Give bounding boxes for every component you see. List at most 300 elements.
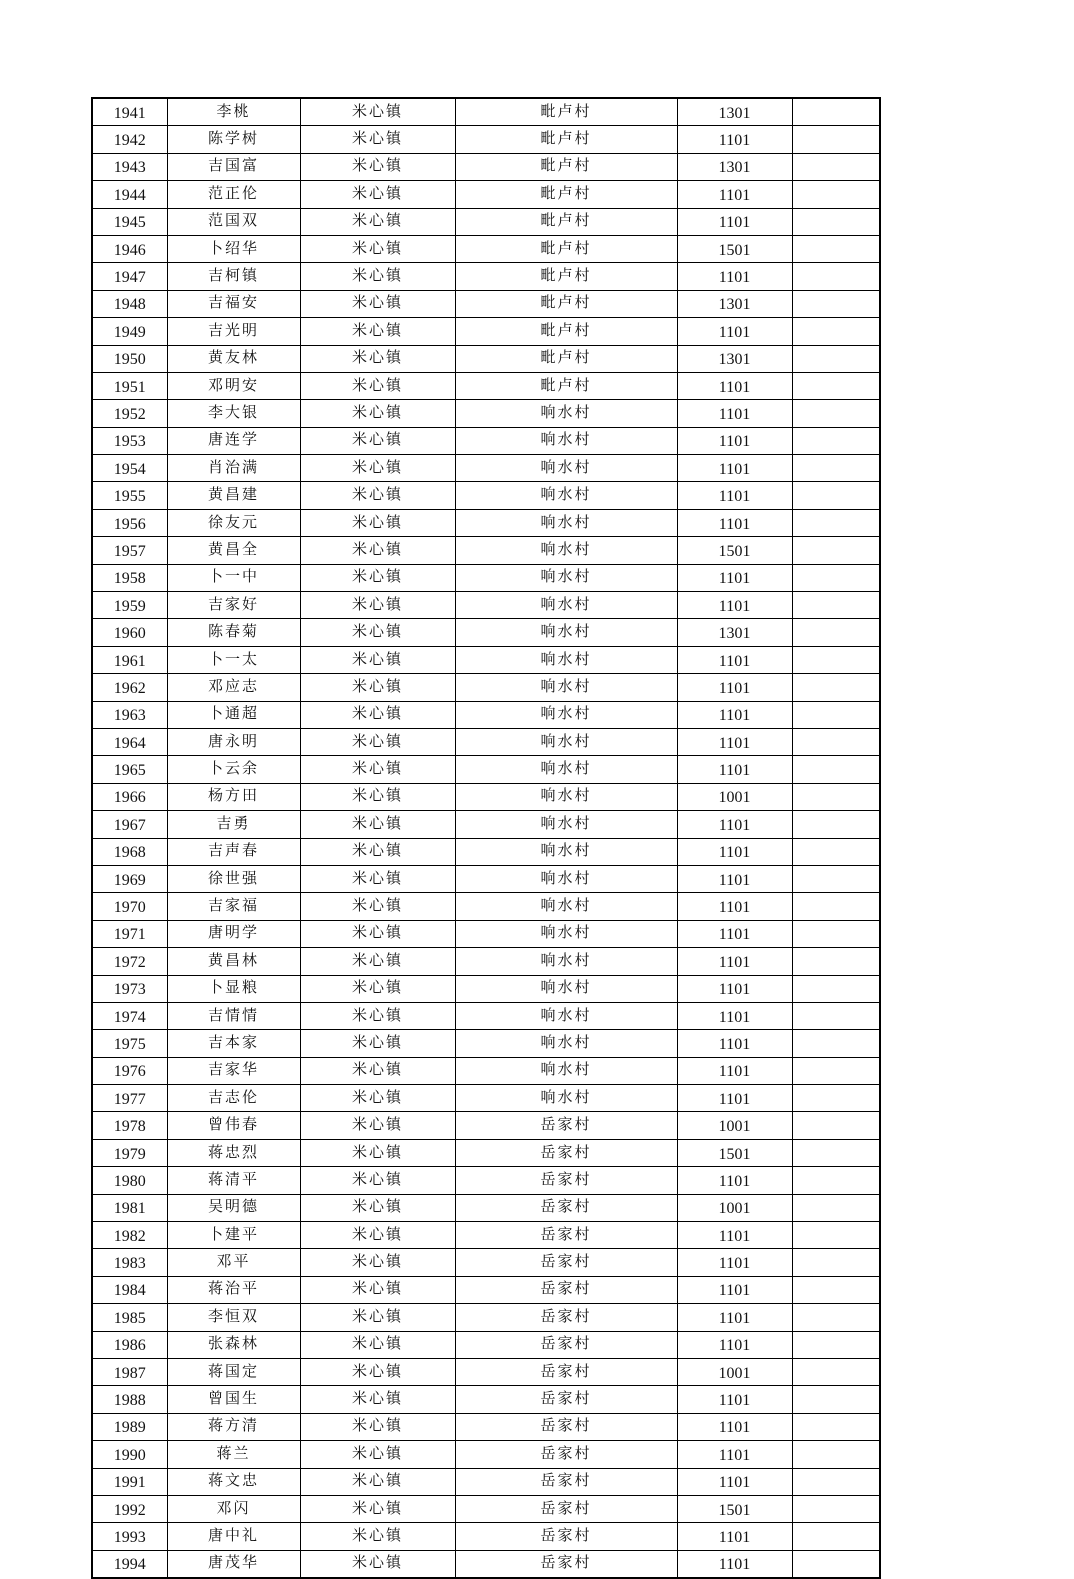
person-name-cell: 邓明安 — [167, 372, 300, 399]
remarks-cell — [792, 482, 880, 509]
code-cell: 1301 — [677, 153, 792, 180]
person-name-cell: 吉国富 — [167, 153, 300, 180]
record-number-cell: 1991 — [92, 1468, 167, 1495]
town-cell: 米心镇 — [300, 400, 455, 427]
remarks-cell — [792, 619, 880, 646]
village-cell: 响水村 — [455, 920, 677, 947]
person-name-cell: 吉志伦 — [167, 1085, 300, 1112]
record-number-cell: 1988 — [92, 1386, 167, 1413]
person-name-cell: 杨方田 — [167, 783, 300, 810]
person-name-cell: 卜一太 — [167, 646, 300, 673]
person-name-cell: 吉情情 — [167, 1002, 300, 1029]
village-cell: 响水村 — [455, 756, 677, 783]
remarks-cell — [792, 674, 880, 701]
record-number-cell: 1941 — [92, 98, 167, 126]
table-row — [92, 1249, 880, 1276]
record-number-cell: 1963 — [92, 701, 167, 728]
code-cell: 1101 — [677, 1276, 792, 1303]
table-row — [92, 646, 880, 673]
code-cell: 1101 — [677, 1085, 792, 1112]
record-number-cell: 1955 — [92, 482, 167, 509]
code-cell: 1101 — [677, 509, 792, 536]
record-number-cell: 1950 — [92, 345, 167, 372]
code-cell: 1101 — [677, 975, 792, 1002]
village-cell: 岳家村 — [455, 1167, 677, 1194]
village-cell: 岳家村 — [455, 1222, 677, 1249]
table-row — [92, 372, 880, 399]
person-name-cell: 唐永明 — [167, 728, 300, 755]
remarks-cell — [792, 1468, 880, 1495]
person-name-cell: 陈春菊 — [167, 619, 300, 646]
code-cell: 1301 — [677, 98, 792, 126]
village-cell: 岳家村 — [455, 1413, 677, 1440]
code-cell: 1101 — [677, 1167, 792, 1194]
remarks-cell — [792, 427, 880, 454]
village-cell: 岳家村 — [455, 1550, 677, 1578]
village-cell: 毗卢村 — [455, 290, 677, 317]
code-cell: 1501 — [677, 1495, 792, 1522]
remarks-cell — [792, 345, 880, 372]
record-number-cell: 1985 — [92, 1304, 167, 1331]
table-row — [92, 126, 880, 153]
person-name-cell: 吉家华 — [167, 1057, 300, 1084]
remarks-cell — [792, 98, 880, 126]
record-number-cell: 1992 — [92, 1495, 167, 1522]
record-number-cell: 1982 — [92, 1222, 167, 1249]
table-row — [92, 1085, 880, 1112]
town-cell: 米心镇 — [300, 948, 455, 975]
code-cell: 1101 — [677, 1441, 792, 1468]
remarks-cell — [792, 1523, 880, 1550]
remarks-cell — [792, 920, 880, 947]
village-cell: 毗卢村 — [455, 263, 677, 290]
person-name-cell: 曾国生 — [167, 1386, 300, 1413]
data-table — [91, 97, 881, 1579]
table-row — [92, 345, 880, 372]
record-number-cell: 1959 — [92, 592, 167, 619]
person-name-cell: 卜云余 — [167, 756, 300, 783]
town-cell: 米心镇 — [300, 865, 455, 892]
table-row — [92, 455, 880, 482]
town-cell: 米心镇 — [300, 1550, 455, 1578]
code-cell: 1101 — [677, 1413, 792, 1440]
town-cell: 米心镇 — [300, 893, 455, 920]
person-name-cell: 李恒双 — [167, 1304, 300, 1331]
person-name-cell: 黄昌建 — [167, 482, 300, 509]
record-number-cell: 1951 — [92, 372, 167, 399]
record-number-cell: 1957 — [92, 537, 167, 564]
town-cell: 米心镇 — [300, 208, 455, 235]
remarks-cell — [792, 756, 880, 783]
village-cell: 响水村 — [455, 975, 677, 1002]
village-cell: 岳家村 — [455, 1386, 677, 1413]
remarks-cell — [792, 728, 880, 755]
table-row — [92, 290, 880, 317]
town-cell: 米心镇 — [300, 564, 455, 591]
table-row — [92, 975, 880, 1002]
table-row — [92, 1495, 880, 1522]
remarks-cell — [792, 838, 880, 865]
person-name-cell: 吴明德 — [167, 1194, 300, 1221]
town-cell: 米心镇 — [300, 1495, 455, 1522]
village-cell: 响水村 — [455, 811, 677, 838]
town-cell: 米心镇 — [300, 674, 455, 701]
remarks-cell — [792, 1413, 880, 1440]
town-cell: 米心镇 — [300, 1085, 455, 1112]
table-row — [92, 1276, 880, 1303]
table-row — [92, 756, 880, 783]
town-cell: 米心镇 — [300, 783, 455, 810]
code-cell: 1101 — [677, 400, 792, 427]
table-row — [92, 1112, 880, 1139]
record-number-cell: 1986 — [92, 1331, 167, 1358]
code-cell: 1101 — [677, 865, 792, 892]
record-number-cell: 1965 — [92, 756, 167, 783]
village-cell: 岳家村 — [455, 1468, 677, 1495]
village-cell: 毗卢村 — [455, 98, 677, 126]
record-number-cell: 1977 — [92, 1085, 167, 1112]
person-name-cell: 邓闪 — [167, 1495, 300, 1522]
town-cell: 米心镇 — [300, 1331, 455, 1358]
table-row — [92, 482, 880, 509]
village-cell: 响水村 — [455, 948, 677, 975]
person-name-cell: 黄昌全 — [167, 537, 300, 564]
code-cell: 1301 — [677, 345, 792, 372]
remarks-cell — [792, 455, 880, 482]
remarks-cell — [792, 564, 880, 591]
record-number-cell: 1993 — [92, 1523, 167, 1550]
person-name-cell: 吉家福 — [167, 893, 300, 920]
code-cell: 1101 — [677, 838, 792, 865]
remarks-cell — [792, 1441, 880, 1468]
table-row — [92, 701, 880, 728]
code-cell: 1101 — [677, 318, 792, 345]
remarks-cell — [792, 318, 880, 345]
person-name-cell: 卜通超 — [167, 701, 300, 728]
record-number-cell: 1984 — [92, 1276, 167, 1303]
code-cell: 1101 — [677, 1057, 792, 1084]
remarks-cell — [792, 1386, 880, 1413]
code-cell: 1101 — [677, 564, 792, 591]
person-name-cell: 吉勇 — [167, 811, 300, 838]
town-cell: 米心镇 — [300, 1249, 455, 1276]
village-cell: 岳家村 — [455, 1249, 677, 1276]
remarks-cell — [792, 1222, 880, 1249]
record-number-cell: 1994 — [92, 1550, 167, 1578]
person-name-cell: 吉柯镇 — [167, 263, 300, 290]
remarks-cell — [792, 975, 880, 1002]
table-row — [92, 208, 880, 235]
person-name-cell: 卜显粮 — [167, 975, 300, 1002]
town-cell: 米心镇 — [300, 619, 455, 646]
table-row — [92, 153, 880, 180]
table-row — [92, 1057, 880, 1084]
person-name-cell: 陈学树 — [167, 126, 300, 153]
code-cell: 1101 — [677, 646, 792, 673]
village-cell: 响水村 — [455, 592, 677, 619]
person-name-cell: 唐茂华 — [167, 1550, 300, 1578]
town-cell: 米心镇 — [300, 98, 455, 126]
table-row — [92, 1331, 880, 1358]
table-row — [92, 1030, 880, 1057]
village-cell: 响水村 — [455, 838, 677, 865]
person-name-cell: 黄昌林 — [167, 948, 300, 975]
village-cell: 响水村 — [455, 1085, 677, 1112]
village-cell: 岳家村 — [455, 1441, 677, 1468]
remarks-cell — [792, 400, 880, 427]
person-name-cell: 黄友林 — [167, 345, 300, 372]
town-cell: 米心镇 — [300, 1441, 455, 1468]
village-cell: 岳家村 — [455, 1304, 677, 1331]
remarks-cell — [792, 865, 880, 892]
village-cell: 岳家村 — [455, 1523, 677, 1550]
code-cell: 1101 — [677, 674, 792, 701]
record-number-cell: 1948 — [92, 290, 167, 317]
record-number-cell: 1958 — [92, 564, 167, 591]
person-name-cell: 卜一中 — [167, 564, 300, 591]
town-cell: 米心镇 — [300, 920, 455, 947]
remarks-cell — [792, 1030, 880, 1057]
person-name-cell: 蒋忠烈 — [167, 1139, 300, 1166]
table-body — [92, 98, 880, 1578]
person-name-cell: 李大银 — [167, 400, 300, 427]
code-cell: 1101 — [677, 427, 792, 454]
code-cell: 1301 — [677, 290, 792, 317]
town-cell: 米心镇 — [300, 1194, 455, 1221]
remarks-cell — [792, 509, 880, 536]
record-number-cell: 1943 — [92, 153, 167, 180]
village-cell: 响水村 — [455, 865, 677, 892]
town-cell: 米心镇 — [300, 1030, 455, 1057]
record-number-cell: 1973 — [92, 975, 167, 1002]
town-cell: 米心镇 — [300, 728, 455, 755]
village-cell: 岳家村 — [455, 1358, 677, 1385]
code-cell: 1101 — [677, 208, 792, 235]
code-cell: 1101 — [677, 948, 792, 975]
village-cell: 毗卢村 — [455, 181, 677, 208]
remarks-cell — [792, 290, 880, 317]
remarks-cell — [792, 235, 880, 262]
code-cell: 1101 — [677, 126, 792, 153]
record-number-cell: 1971 — [92, 920, 167, 947]
table-row — [92, 1139, 880, 1166]
town-cell: 米心镇 — [300, 1002, 455, 1029]
town-cell: 米心镇 — [300, 290, 455, 317]
town-cell: 米心镇 — [300, 646, 455, 673]
person-name-cell: 卜建平 — [167, 1222, 300, 1249]
table-row — [92, 893, 880, 920]
remarks-cell — [792, 1304, 880, 1331]
village-cell: 响水村 — [455, 564, 677, 591]
remarks-cell — [792, 1194, 880, 1221]
record-number-cell: 1947 — [92, 263, 167, 290]
person-name-cell: 范国双 — [167, 208, 300, 235]
person-name-cell: 蒋方清 — [167, 1413, 300, 1440]
town-cell: 米心镇 — [300, 372, 455, 399]
person-name-cell: 曾伟春 — [167, 1112, 300, 1139]
remarks-cell — [792, 1002, 880, 1029]
town-cell: 米心镇 — [300, 1386, 455, 1413]
remarks-cell — [792, 537, 880, 564]
person-name-cell: 蒋清平 — [167, 1167, 300, 1194]
town-cell: 米心镇 — [300, 455, 455, 482]
table-row — [92, 1413, 880, 1440]
record-number-cell: 1966 — [92, 783, 167, 810]
table-row — [92, 235, 880, 262]
person-name-cell: 唐明学 — [167, 920, 300, 947]
code-cell: 1001 — [677, 783, 792, 810]
person-name-cell: 卜绍华 — [167, 235, 300, 262]
code-cell: 1001 — [677, 1358, 792, 1385]
person-name-cell: 李桃 — [167, 98, 300, 126]
code-cell: 1101 — [677, 1249, 792, 1276]
record-number-cell: 1980 — [92, 1167, 167, 1194]
person-name-cell: 蒋文忠 — [167, 1468, 300, 1495]
town-cell: 米心镇 — [300, 1413, 455, 1440]
town-cell: 米心镇 — [300, 975, 455, 1002]
table-row — [92, 1523, 880, 1550]
table-row — [92, 948, 880, 975]
village-cell: 响水村 — [455, 482, 677, 509]
remarks-cell — [792, 811, 880, 838]
person-name-cell: 蒋治平 — [167, 1276, 300, 1303]
town-cell: 米心镇 — [300, 838, 455, 865]
code-cell: 1101 — [677, 1550, 792, 1578]
village-cell: 响水村 — [455, 674, 677, 701]
remarks-cell — [792, 181, 880, 208]
remarks-cell — [792, 646, 880, 673]
person-name-cell: 唐连学 — [167, 427, 300, 454]
record-number-cell: 1983 — [92, 1249, 167, 1276]
record-number-cell: 1972 — [92, 948, 167, 975]
village-cell: 岳家村 — [455, 1139, 677, 1166]
village-cell: 毗卢村 — [455, 208, 677, 235]
record-number-cell: 1987 — [92, 1358, 167, 1385]
village-cell: 岳家村 — [455, 1331, 677, 1358]
record-number-cell: 1979 — [92, 1139, 167, 1166]
table-row — [92, 865, 880, 892]
town-cell: 米心镇 — [300, 482, 455, 509]
table-row — [92, 509, 880, 536]
code-cell: 1101 — [677, 592, 792, 619]
town-cell: 米心镇 — [300, 153, 455, 180]
remarks-cell — [792, 893, 880, 920]
town-cell: 米心镇 — [300, 345, 455, 372]
record-number-cell: 1967 — [92, 811, 167, 838]
person-name-cell: 吉光明 — [167, 318, 300, 345]
record-number-cell: 1961 — [92, 646, 167, 673]
town-cell: 米心镇 — [300, 1523, 455, 1550]
person-name-cell: 范正伦 — [167, 181, 300, 208]
town-cell: 米心镇 — [300, 1139, 455, 1166]
record-number-cell: 1970 — [92, 893, 167, 920]
table-row — [92, 1441, 880, 1468]
town-cell: 米心镇 — [300, 1057, 455, 1084]
record-number-cell: 1962 — [92, 674, 167, 701]
table-row — [92, 400, 880, 427]
record-number-cell: 1949 — [92, 318, 167, 345]
person-name-cell: 蒋国定 — [167, 1358, 300, 1385]
table-row — [92, 728, 880, 755]
village-cell: 响水村 — [455, 400, 677, 427]
table-row — [92, 1550, 880, 1578]
person-name-cell: 吉福安 — [167, 290, 300, 317]
village-cell: 响水村 — [455, 619, 677, 646]
person-name-cell: 吉本家 — [167, 1030, 300, 1057]
table-row — [92, 181, 880, 208]
village-cell: 毗卢村 — [455, 318, 677, 345]
remarks-cell — [792, 1167, 880, 1194]
code-cell: 1101 — [677, 1304, 792, 1331]
person-name-cell: 张森林 — [167, 1331, 300, 1358]
record-number-cell: 1978 — [92, 1112, 167, 1139]
table-row — [92, 318, 880, 345]
table-row — [92, 1468, 880, 1495]
village-cell: 响水村 — [455, 728, 677, 755]
table-row — [92, 838, 880, 865]
town-cell: 米心镇 — [300, 1304, 455, 1331]
record-number-cell: 1945 — [92, 208, 167, 235]
person-name-cell: 邓应志 — [167, 674, 300, 701]
village-cell: 响水村 — [455, 701, 677, 728]
village-cell: 毗卢村 — [455, 153, 677, 180]
table-row — [92, 1386, 880, 1413]
person-name-cell: 肖治满 — [167, 455, 300, 482]
town-cell: 米心镇 — [300, 1222, 455, 1249]
record-number-cell: 1964 — [92, 728, 167, 755]
code-cell: 1101 — [677, 811, 792, 838]
table-row — [92, 1358, 880, 1385]
town-cell: 米心镇 — [300, 263, 455, 290]
record-number-cell: 1969 — [92, 865, 167, 892]
person-name-cell: 徐友元 — [167, 509, 300, 536]
village-cell: 响水村 — [455, 1002, 677, 1029]
record-number-cell: 1968 — [92, 838, 167, 865]
remarks-cell — [792, 1276, 880, 1303]
table-row — [92, 619, 880, 646]
record-number-cell: 1952 — [92, 400, 167, 427]
village-cell: 响水村 — [455, 646, 677, 673]
remarks-cell — [792, 592, 880, 619]
village-cell: 响水村 — [455, 427, 677, 454]
code-cell: 1101 — [677, 1002, 792, 1029]
code-cell: 1101 — [677, 1386, 792, 1413]
code-cell: 1101 — [677, 482, 792, 509]
remarks-cell — [792, 263, 880, 290]
person-name-cell: 吉家好 — [167, 592, 300, 619]
town-cell: 米心镇 — [300, 1468, 455, 1495]
village-cell: 岳家村 — [455, 1495, 677, 1522]
village-cell: 岳家村 — [455, 1194, 677, 1221]
town-cell: 米心镇 — [300, 1167, 455, 1194]
table-row — [92, 920, 880, 947]
town-cell: 米心镇 — [300, 318, 455, 345]
town-cell: 米心镇 — [300, 126, 455, 153]
table-row — [92, 564, 880, 591]
village-cell: 响水村 — [455, 783, 677, 810]
table-row — [92, 537, 880, 564]
remarks-cell — [792, 208, 880, 235]
record-number-cell: 1990 — [92, 1441, 167, 1468]
code-cell: 1101 — [677, 1523, 792, 1550]
town-cell: 米心镇 — [300, 537, 455, 564]
remarks-cell — [792, 126, 880, 153]
record-number-cell: 1976 — [92, 1057, 167, 1084]
remarks-cell — [792, 1331, 880, 1358]
village-cell: 毗卢村 — [455, 235, 677, 262]
code-cell: 1101 — [677, 181, 792, 208]
village-cell: 岳家村 — [455, 1276, 677, 1303]
